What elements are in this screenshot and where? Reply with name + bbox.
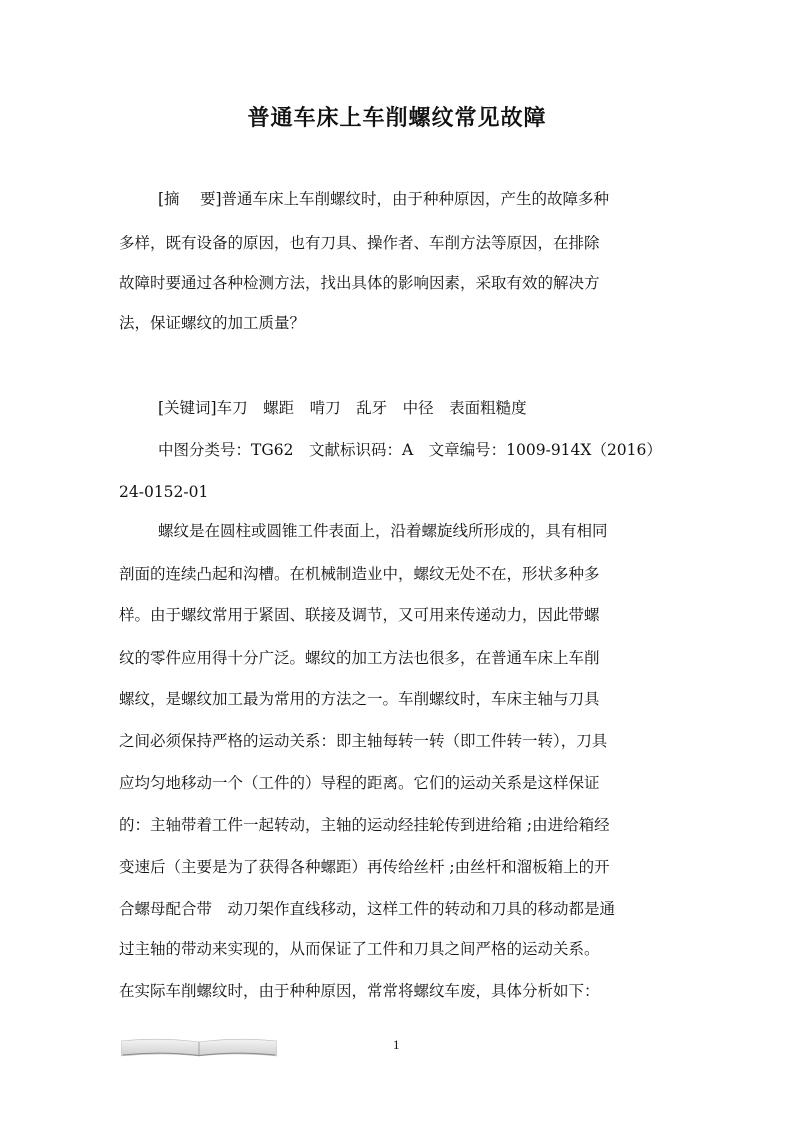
body-line: 在实际车削螺纹时，由于种种原因，常常将螺纹车废，具体分析如下：	[119, 982, 600, 1000]
abstract-line: 故障时要通过各种检测方法，找出具体的影响因素，采取有效的解决方	[119, 274, 600, 292]
body-line: 剖面的连续凸起和沟槽。在机械制造业中，螺纹无处不在，形状多种多	[119, 565, 600, 583]
body-line: 样。由于螺纹常用于紧固、联接及调节，又可用来传递动力，因此带螺	[119, 606, 600, 624]
abstract-line: 法，保证螺纹的加工质量？	[119, 314, 306, 332]
open-book-icon	[121, 1037, 277, 1057]
body-line: 的：主轴带着工件一起转动，主轴的运动经挂轮传到进给箱 ;由进给箱经	[119, 816, 610, 834]
keywords-line: [关键词]车刀 螺距 啃刀 乱牙 中径 表面粗糙度	[158, 399, 527, 417]
body-line: 合螺母配合带 动刀架作直线移动，这样工件的转动和刀具的移动都是通	[119, 900, 616, 918]
body-line: 应均匀地移动一个（工件的）导程的距离。它们的运动关系是这样保证	[119, 774, 600, 792]
classification-line: 中图分类号：TG62 文献标识码：A 文章编号：1009-914X（2016）	[158, 441, 662, 459]
classification-line: 24-0152-01	[119, 483, 209, 501]
abstract-line: 多样，既有设备的原因，也有刀具、操作者、车削方法等原因，在排除	[119, 234, 600, 252]
page-number: 1	[393, 1037, 400, 1052]
document-title: 普通车床上车削螺纹常见故障	[247, 105, 547, 131]
body-line: 变速后（主要是为了获得各种螺距）再传给丝杆 ;由丝杆和溜板箱上的开	[119, 858, 610, 876]
body-line: 之间必须保持严格的运动关系：即主轴每转一转（即工件转一转），刀具	[119, 732, 608, 750]
body-line: 螺纹，是螺纹加工最为常用的方法之一。车削螺纹时，车床主轴与刀具	[119, 690, 600, 708]
body-line: 纹的零件应用得十分广泛。螺纹的加工方法也很多，在普通车床上车削	[119, 649, 600, 667]
body-line: 螺纹是在圆柱或圆锥工件表面上，沿着螺旋线所形成的，具有相同	[158, 522, 608, 540]
body-line: 过主轴的带动来实现的，从而保证了工件和刀具之间严格的运动关系。	[119, 940, 600, 958]
abstract-line: [摘 要]普通车床上车削螺纹时，由于种种原因，产生的故障多种	[158, 190, 610, 208]
